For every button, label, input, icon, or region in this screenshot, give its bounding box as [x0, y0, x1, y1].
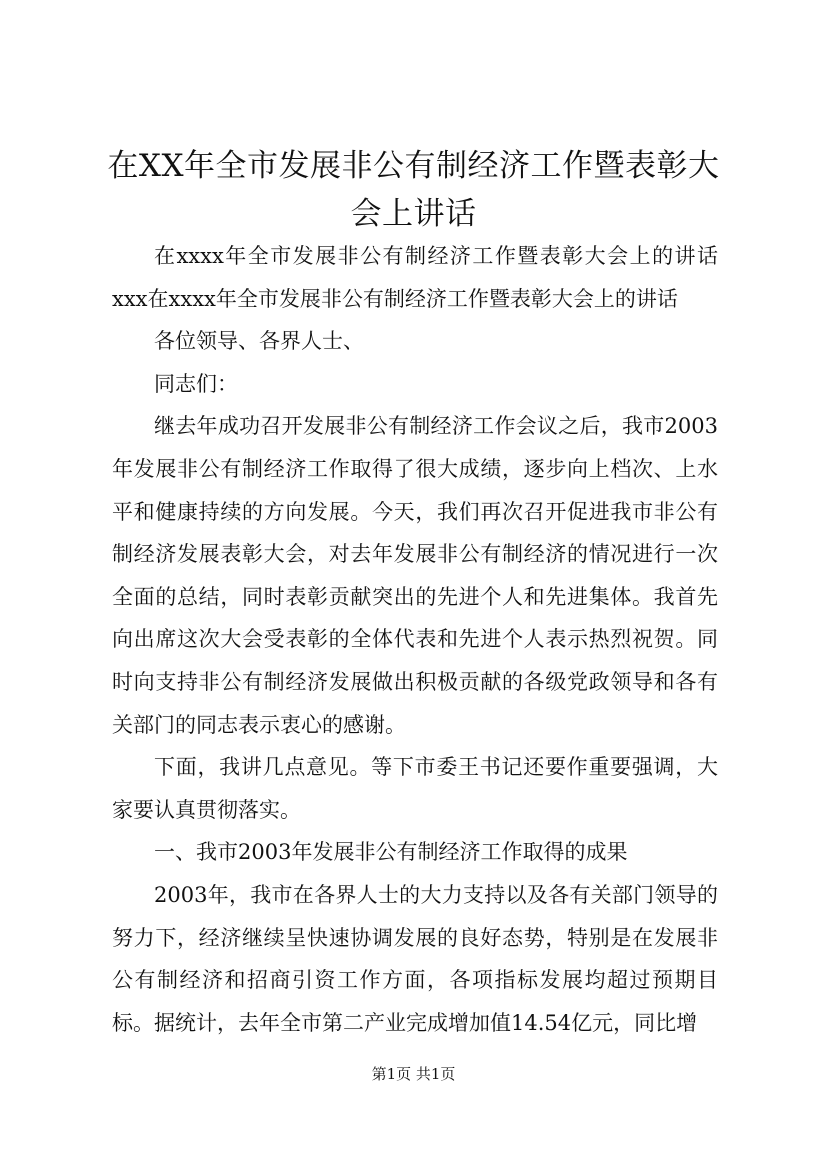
section-heading-1: 一、我市2003年发展非公有制经济工作取得的成果: [154, 840, 628, 865]
paragraph-results: 2003年，我市在各界人士的大力支持以及各有关部门领导的努力下，经济继续呈快速协调发展的良好态势，特别是在发展非公有制经济和招商引资工作方面，各项指标发展均超过预期目标。据统计，去年全市第二产业完成增加值14.54亿元，同比增: [112, 882, 718, 1035]
paragraph-intro: 在xxxx年全市发展非公有制经济工作暨表彰大会上的讲话xxx在xxxx年全市发展非公有制经济工作暨表彰大会上的讲话: [112, 244, 718, 311]
document-title: 在XX年全市发展非公有制经济工作暨表彰大会上讲话: [107, 148, 720, 232]
page-number-footer: 第1页 共1页: [371, 1065, 456, 1083]
document-body: [112, 235, 718, 1044]
paragraph-opening: 继去年成功召开发展非公有制经济工作会议之后，我市2003年发展非公有制经济工作取得了很大成绩，逐步向上档次、上水平和健康持续的方向发展。今天，我们再次召开促进我市非公有制经济发展表彰大会，对去年发展非公有制经济的情况进行一次全面的总结，同时表彰贡献突出的先进个人和先进集体。我首先向出席这次大会受表彰的全体代表和先进个人表示热烈祝贺。同时向支持非公有制经济发展做出积极贡献的各级党政领导和各有关部门的同志表示衷心的感谢。: [112, 414, 718, 737]
paragraph-outline: 下面，我讲几点意见。等下市委王书记还要作重要强调，大家要认真贯彻落实。: [112, 755, 718, 822]
paragraph-greeting: 同志们：: [154, 371, 238, 396]
paragraph-salutation: 各位领导、各界人士、: [154, 329, 364, 354]
